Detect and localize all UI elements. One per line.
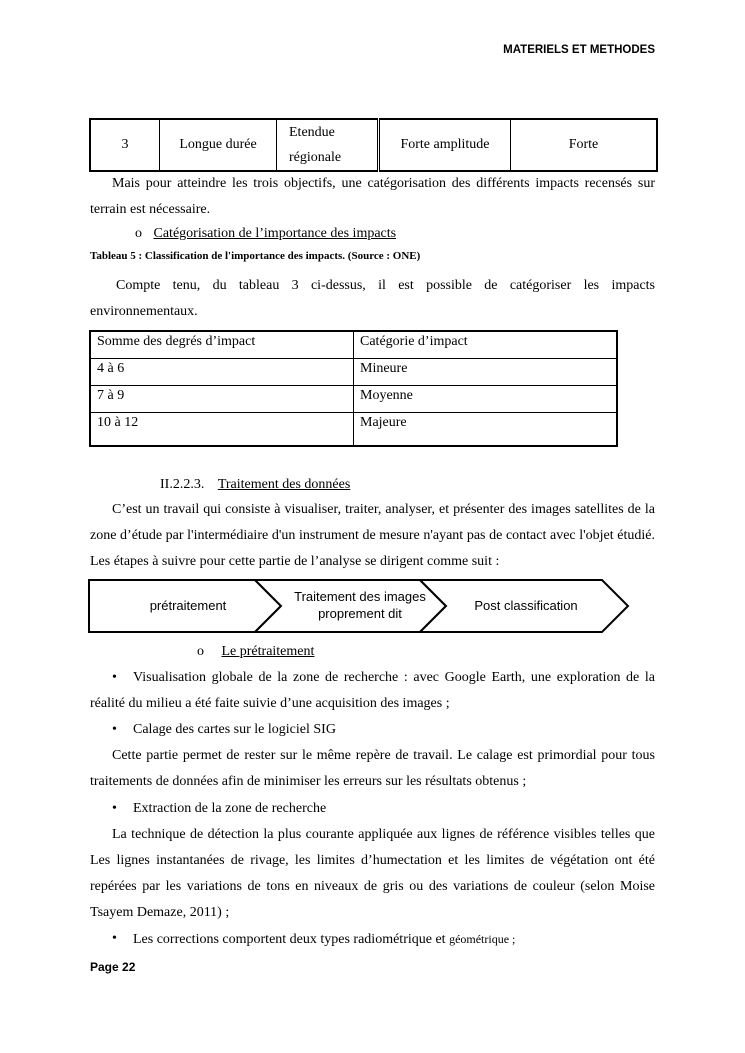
subheading-pretraitement <box>197 641 314 663</box>
paragraph: La technique de détection la plus courante appliquée aux lignes de référence visibles telles que Les lignes instantanées de rivage, les limites d’humectation et les limites de végétation ont été repérées par les variations de tons en niveaux de gris ou des variations de couleur (selon Moise Tsayem Demaze, 2011) ; <box>90 827 655 920</box>
section-title: Traitement des données <box>217 477 351 492</box>
subheading-label: Le prétraitement <box>221 644 315 659</box>
table-cell: Mineure <box>354 359 618 386</box>
paragraph: Mais pour atteindre les trois objectifs, une catégorisation des différents impacts recensés sur terrain est nécessaire. <box>90 176 655 217</box>
table-cell: Moyenne <box>354 386 618 413</box>
table-cell: 7 à 9 <box>90 386 354 413</box>
circle-bullet-icon: o <box>197 644 204 659</box>
paragraph: Cette partie permet de rester sur le même repère de travail. Le calage est primordial pour tous traitements de données afin de minimiser les erreurs sur les résultats obtenus ; <box>90 748 655 789</box>
paragraph: Compte tenu, du tableau 3 ci-dessus, il est possible de catégoriser les impacts environnementaux. <box>90 278 655 319</box>
flow-step-post-classification: Post classification <box>474 598 578 613</box>
section-heading <box>160 474 350 496</box>
impact-table-continued <box>89 118 658 172</box>
subheading-categorisation <box>135 223 396 245</box>
bullet-text: Extraction de la zone de recherche <box>133 801 327 816</box>
bullet-text-part: Les corrections comportent deux types radiométrique et <box>133 932 450 947</box>
table-cell: 10 à 12 <box>90 413 354 447</box>
table-cell: Longue durée <box>160 119 277 171</box>
flow-step-pretraitement: prétraitement <box>149 598 227 613</box>
bullet-dot-icon: • <box>112 931 117 946</box>
table-cell: 3 <box>90 119 160 171</box>
bullet-text: Calage des cartes sur le logiciel SIG <box>133 722 336 737</box>
table-row <box>90 359 617 386</box>
page-number: Page 22 <box>90 960 136 974</box>
table-row <box>90 119 657 171</box>
table-cell <box>277 119 379 171</box>
impact-category-table <box>89 330 618 447</box>
running-header: MATERIELS ET METHODES <box>503 44 655 56</box>
table-caption: Tableau 5 : Classification de l'importance des impacts. (Source : ONE) <box>90 250 421 262</box>
bullet-text-part: géométrique ; <box>449 932 516 946</box>
bullet-dot-icon: • <box>112 670 117 685</box>
column-header: Catégorie d’impact <box>354 331 618 359</box>
paragraph: C’est un travail qui consiste à visualiser, traiter, analyser, et présenter des images satellites de la zone d’étude par l'intermédiaire d'un instrument de mesure n'ayant pas de contact avec l'objet étudié. Les étapes à suivre pour cette partie de l’analyse se dirigent comme suit : <box>90 502 655 569</box>
bullet-dot-icon: • <box>112 722 117 737</box>
subheading-label: Catégorisation de l’importance des impacts <box>153 226 397 241</box>
process-flow-diagram <box>88 577 633 635</box>
table-row <box>90 413 617 447</box>
table-row <box>90 386 617 413</box>
flow-step-traitement-line2: proprement dit <box>318 606 402 621</box>
table-cell: Forte <box>511 119 658 171</box>
bullet-item <box>90 665 655 717</box>
flow-step-traitement-line1: Traitement des images <box>294 589 426 604</box>
bullet-dot-icon: • <box>112 801 117 816</box>
bullet-text: Visualisation globale de la zone de recherche : avec Google Earth, une exploration de la réalité du milieu a été faite suivie d’une acquisition des images ; <box>90 670 655 711</box>
table-cell: Majeure <box>354 413 618 447</box>
circle-bullet-icon: o <box>135 226 142 241</box>
column-header: Somme des degrés d’impact <box>90 331 354 359</box>
table-cell: Forte amplitude <box>379 119 511 171</box>
table-cell-line: Etendue <box>289 125 335 140</box>
bullet-text <box>133 926 515 953</box>
table-cell: 4 à 6 <box>90 359 354 386</box>
table-cell-line: régionale <box>289 150 342 165</box>
section-number: II.2.2.3. <box>160 477 205 492</box>
table-header-row <box>90 331 617 359</box>
